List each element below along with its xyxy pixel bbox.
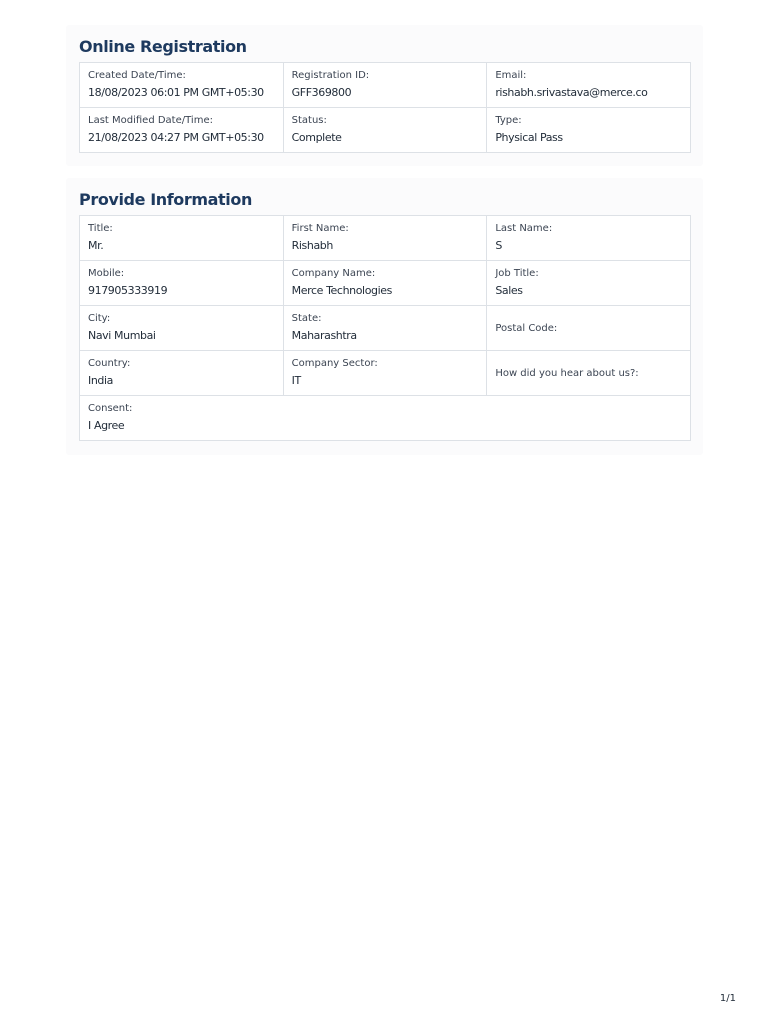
field-label: First Name: <box>291 223 349 234</box>
field-value: Maharashtra <box>291 329 357 342</box>
how-did-you-hear-cell <box>487 351 691 396</box>
field-value: Complete <box>291 131 342 144</box>
email-cell <box>487 63 691 108</box>
table-row <box>80 216 691 261</box>
field-label: Type: <box>495 115 522 126</box>
title-cell <box>80 216 284 261</box>
field-label: Title: <box>88 223 113 234</box>
last-modified-cell <box>80 108 284 153</box>
section-title: Provide Information <box>79 190 252 209</box>
field-value: Rishabh <box>291 239 333 252</box>
field-label: City: <box>88 313 111 324</box>
field-value: Navi Mumbai <box>88 329 156 342</box>
field-label: Job Title: <box>495 268 539 279</box>
consent-cell <box>80 396 691 441</box>
table-row <box>80 306 691 351</box>
field-value: I Agree <box>88 419 125 432</box>
field-label: Company Sector: <box>291 358 378 369</box>
field-label: How did you hear about us?: <box>495 367 639 379</box>
registration-id-cell <box>283 63 487 108</box>
information-table <box>79 215 691 441</box>
first-name-cell <box>283 216 487 261</box>
field-value: 917905333919 <box>88 284 168 297</box>
section-title: Online Registration <box>79 37 247 56</box>
field-value: S <box>495 239 502 252</box>
postal-code-cell <box>487 306 691 351</box>
last-name-cell <box>487 216 691 261</box>
field-value: 21/08/2023 04:27 PM GMT+05:30 <box>88 131 264 144</box>
field-label: Country: <box>88 358 131 369</box>
field-label: Status: <box>291 115 327 126</box>
online-registration-section <box>66 25 703 166</box>
table-row <box>80 63 691 108</box>
field-label: Mobile: <box>88 268 125 279</box>
field-value: Sales <box>495 284 523 297</box>
field-label: Last Name: <box>495 223 553 234</box>
field-value: India <box>88 374 113 387</box>
job-title-cell <box>487 261 691 306</box>
provide-information-section <box>66 178 703 455</box>
status-cell <box>283 108 487 153</box>
table-row <box>80 351 691 396</box>
field-label: Consent: <box>88 403 133 414</box>
country-cell <box>80 351 284 396</box>
field-value: 18/08/2023 06:01 PM GMT+05:30 <box>88 86 264 99</box>
city-cell <box>80 306 284 351</box>
field-value: rishabh.srivastava@merce.co <box>495 86 648 99</box>
field-label: Created Date/Time: <box>88 70 186 81</box>
table-row <box>80 108 691 153</box>
field-value: Physical Pass <box>495 131 563 144</box>
field-label: Last Modified Date/Time: <box>88 115 213 126</box>
registration-details-table <box>79 62 691 153</box>
table-row <box>80 261 691 306</box>
mobile-cell <box>80 261 284 306</box>
field-label: Registration ID: <box>291 70 370 81</box>
field-value: Mr. <box>88 239 104 252</box>
state-cell <box>283 306 487 351</box>
field-label: State: <box>291 313 322 324</box>
table-row <box>80 396 691 441</box>
field-value: GFF369800 <box>291 86 352 99</box>
field-label: Email: <box>495 70 527 81</box>
field-value: IT <box>291 374 301 387</box>
company-name-cell <box>283 261 487 306</box>
field-label: Company Name: <box>291 268 376 279</box>
created-datetime-cell <box>80 63 284 108</box>
field-label: Postal Code: <box>495 322 558 334</box>
company-sector-cell <box>283 351 487 396</box>
page-number: 1/1 <box>719 993 736 1004</box>
type-cell <box>487 108 691 153</box>
field-value: Merce Technologies <box>291 284 392 297</box>
